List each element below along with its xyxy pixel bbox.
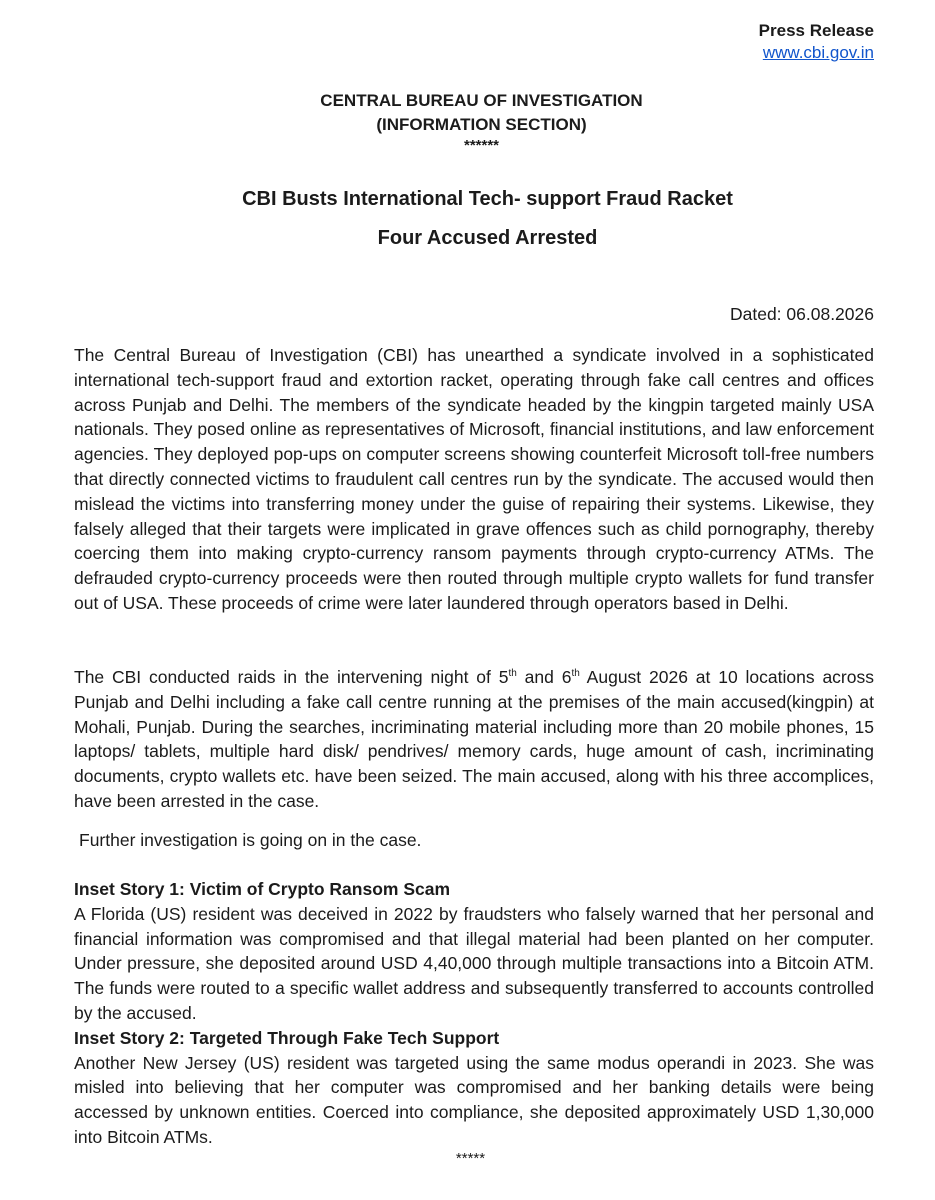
organization-block <box>0 89 935 155</box>
organization-section: (INFORMATION SECTION) <box>376 115 587 134</box>
page-header <box>759 20 874 64</box>
paragraph-2 <box>74 665 874 814</box>
paragraph-1-text: The Central Bureau of Investigation (CBI) has unearthed a syndicate involved in a sophisticated international tech-support fraud and extortion racket, operating through fake call centres and offices across Punjab and Delhi. The members of the syndicate headed by the kingpin targeted mainly USA nationals. They posed online as representatives of Microsoft, financial institutions, and law enforcement agencies. They deployed pop-ups on computer screens showing counterfeit Microsoft toll-free numbers that directly connected victims to fraudulent call centres run by the syndicate. The accused would then mislead the victims into transferring money under the guise of repairing their systems. Likewise, they falsely alleged that their targets were implicated in grave offences such as child pornography, thereby coercing them into making crypto-currency ransom payments through crypto-currency ATMs. The defrauded crypto-currency proceeds were then routed through multiple crypto wallets for fund transfer out of USA. These proceeds of crime were later laundered through operators based in Delhi. <box>74 345 874 613</box>
end-marker: ***** <box>455 1150 486 1167</box>
inset-story-1-text: A Florida (US) resident was deceived in 2022 by fraudsters who falsely warned that her personal and financial information was compromised and that illegal material had been planted on her computer. Under pressure, she deposited around USD 4,40,000 through multiple transactions into a Bitcoin ATM. The funds were routed to a specific wallet address and subsequently transferred to accounts controlled by the accused. <box>74 903 874 1023</box>
inset-story-2-title: Inset Story 2: Targeted Through Fake Tech Support <box>74 1027 500 1048</box>
paragraph-2-part-a: The CBI conducted raids in the intervening night of 5 <box>74 667 509 687</box>
paragraph-2-text <box>74 665 874 814</box>
inset-stories <box>74 877 874 1150</box>
paragraph-3 <box>79 828 879 853</box>
headline-title: CBI Busts International Tech- support Fraud Racket <box>242 188 733 210</box>
paragraph-1 <box>74 343 874 616</box>
ordinal-suffix: th <box>571 668 580 680</box>
inset-story-2-text: Another New Jersey (US) resident was targeted using the same modus operandi in 2023. She was misled into believing that her computer was compromised and her banking details were being accessed by unknown entities. Coerced into compliance, she deposited approximately USD 1,30,000 into Bitcoin ATMs. <box>74 1052 874 1147</box>
inset-story-1-title: Inset Story 1: Victim of Crypto Ransom Scam <box>74 879 451 899</box>
organization-name: CENTRAL BUREAU OF INVESTIGATION <box>320 91 643 110</box>
dated-line: Dated: 06.08.2026 <box>729 304 874 324</box>
organization-divider: ****** <box>463 137 500 154</box>
paragraph-3-text: Further investigation is going on in the case. <box>79 830 422 850</box>
ordinal-suffix: th <box>508 668 517 680</box>
headline-subtitle: Four Accused Arrested <box>377 227 598 249</box>
press-release-label: Press Release <box>758 21 874 40</box>
paragraph-2-part-b: and 6 <box>516 667 572 687</box>
paragraph-2-part-c: August 2026 at 10 locations across Punjab and Delhi including a fake call centre running at the premises of the main accused(kingpin) at Mohali, Punjab. During the searches, incriminating material including more than 20 mobile phones, 15 laptops/ tablets, multiple hard disk/ pendrives/ memory cards, huge amount of cash, incriminating documents, crypto wallets etc. have been seized. The main accused, along with his three accomplices, have been arrested in the case. <box>74 667 874 811</box>
website-link[interactable]: www.cbi.gov.in <box>762 43 874 62</box>
